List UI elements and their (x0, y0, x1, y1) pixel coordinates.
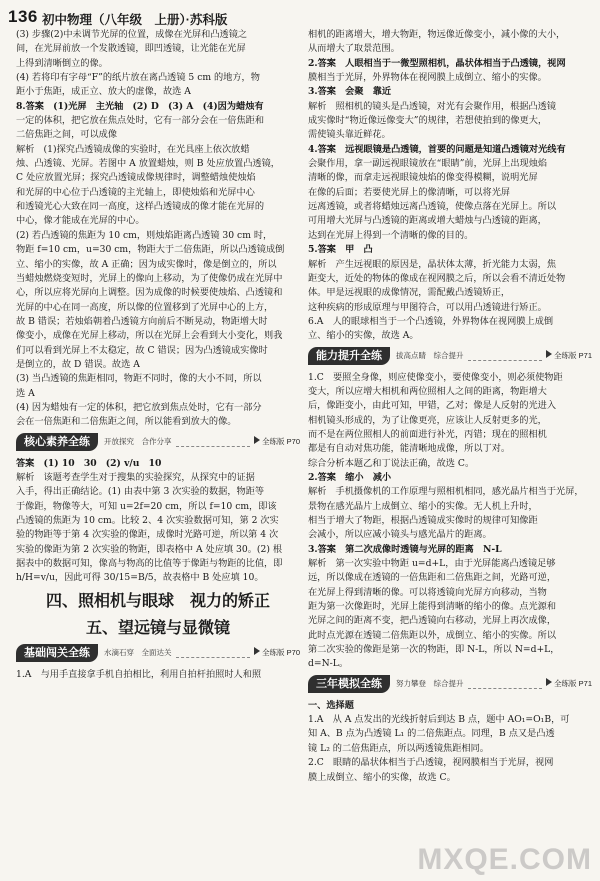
left-text-block-a (16, 28, 300, 430)
text-line: 3.答案 会聚 靠近 (308, 86, 392, 98)
text-line: 清晰的像，而拿走远视眼镜烛焰的像变得模糊，说明光屏 (308, 172, 538, 184)
text-line: 会减小，所以应减小镜头与感光晶片的距离。 (308, 529, 492, 541)
text-line: 于像距，物像等大，可知 u=2f=20 cm，所以 f=10 cm，即该 (16, 500, 277, 512)
badge-divider (176, 648, 251, 658)
text-line: 相机镜头形成的，为了让像更亮，应该让人反射更多的光， (308, 414, 547, 426)
text-line: 上得到清晰倒立的像。 (16, 57, 108, 69)
text-line: 心，所以应将光屏向上调整。因为成像的时候要使烛焰、凸透镜和 (16, 287, 283, 299)
text-line: 距小于焦距，成正立、放大的虚像，故选 A (16, 86, 191, 98)
text-line: 像变小，成像在光屏上移动，所以在光屏上会看到大小变化，则我 (16, 330, 283, 342)
left-column (16, 28, 300, 682)
text-line: 会聚作用，拿一副远视眼镜放在“眼睛”前，光屏上出现烛焰 (308, 158, 548, 170)
text-line: (4) 若将印有字母“F”的纸片放在离凸透镜 5 cm 的地方，物 (16, 72, 260, 84)
text-line: 1.C 要照全身像，则应使像变小，要使像变小，则必须使物距 (308, 371, 563, 383)
text-line: 光屏的中心在同一高度，所以像的位置移到了光屏中心的上方， (16, 301, 274, 313)
badge-subtitle: 开放探究 合作分享 (104, 436, 172, 446)
text-line: 和透镜光心大致在同一高度，这样凸透镜成的像才能在光屏的 (16, 201, 265, 213)
text-line: 解析 (1)探究凸透镜成像的实验时，在光具座上依次放蜡 (16, 143, 250, 155)
text-line: 2.C 眼睛的晶状体相当于凸透镜，视网膜相当于光屏，视网 (308, 757, 554, 769)
badge-subtitle: 水滴石穿 全面达关 (104, 648, 172, 658)
text-line: 远离透镜，或者将蜡烛远离凸透镜，使像点落在光屏上。所以 (308, 201, 557, 213)
text-line: 解析 该题考查学生对于搜集的实验探究，从探究中的证据 (16, 471, 255, 483)
text-line: 解析 第一次实验中物距 u=d+L，由于光屏能离凸透镜足够 (308, 558, 556, 570)
text-line: 实验的像距为第 2 次实验的物距，即表格中 A 处应填 30。(2) 根 (16, 543, 283, 555)
text-line: 而不是在两位照相人的前面进行补光，丙错；现在的照相机 (308, 428, 547, 440)
text-line: 1.A 从 A 点发出的光线折射后到达 B 点，题中 AO₁=O₁B，可 (308, 714, 570, 726)
text-line: 8.答案 (1)光屏 主光轴 (2) D (3) A (4)因为蜡烛有 (16, 100, 264, 112)
core-literacy-badge (16, 433, 300, 452)
text-line: 此时点光源在透镜二倍焦距以外，成倒立、缩小的实像。所以 (308, 629, 557, 641)
text-line: 5.答案 甲 凸 (308, 244, 373, 256)
text-line: 光屏之间的距离不变，把凸透镜向右移动，光屏上再次成像， (308, 615, 557, 627)
right-text-block-a (308, 28, 592, 344)
text-line: 在像的后面；若要使光屏上的像清晰，可以将光屏 (308, 186, 511, 198)
text-line: 立、缩小的实像，故选 A。 (308, 330, 419, 342)
badge-subtitle: 努力攀登 综合提升 (396, 679, 464, 689)
text-line: (2) 若凸透镜的焦距为 10 cm，则烛焰距离凸透镜 30 cm 时， (16, 229, 273, 241)
text-line: 间，在光屏前放一个发散透镜，即凹透镜，让光能在光屏 (16, 43, 246, 55)
text-line: 1.A 与用手直接拿手机自拍相比，利用自拍杆拍照时人和照 (16, 668, 262, 680)
text-line: 成实像时“物近像远像变大”的规律，若想使拍到的像更大， (308, 115, 548, 127)
text-line: 可用增大光屏与凸透镜的距离或增大蜡烛与凸透镜的距离， (308, 215, 547, 227)
badge-ref: 全练版 P70 (254, 646, 300, 660)
page-header (0, 0, 600, 30)
text-line: 一定的体积，把它放在焦点处时，它有一部分会在一倍焦距和 (16, 115, 265, 127)
basic-badge (16, 644, 300, 663)
badge-tag: 能力提升全练 (308, 347, 390, 365)
flag-icon (546, 678, 552, 686)
text-line: 相机的距离增大，增大物距，物远像近像变小，减小像的大小， (308, 29, 566, 40)
three-year-badge (308, 675, 592, 694)
text-line: 景物在感光晶片上成倒立、缩小的实像。无人机上升时， (308, 500, 538, 512)
left-text-block-c (16, 668, 300, 682)
text-line: 在光屏上得到清晰的像。可以将透镜向光屏方向移动，当物 (308, 586, 547, 598)
text-line: d=N-L。 (308, 658, 349, 670)
flag-icon (254, 436, 260, 444)
text-line: 膜上成倒立、缩小的实像，故选 C。 (308, 771, 456, 783)
text-line: 都是有自动对焦功能，能清晰地成像，所以丁对。 (308, 443, 511, 455)
badge-ref: 全练版 P70 (254, 435, 300, 449)
text-line: 故 B 错误；若烛焰朝着凸透镜方向前后不断晃动，物距增大时 (16, 315, 268, 327)
text-line: 相当于增大了物距，根据凸透镜成实像时的规律可知像距 (308, 515, 538, 526)
text-line: 答案 (1) 10 30 (2) v/u 10 (16, 457, 162, 469)
text-line: 解析 手机摄像机的工作原理与照相机相同，感光晶片相当于光屏， (308, 486, 584, 498)
page-number: 136 (8, 7, 38, 26)
flag-icon (546, 350, 552, 358)
text-line: 3.答案 第二次成像时透镜与光屏的距离 N-L (308, 543, 502, 555)
text-line: h/H=v/u，因此可得 30/15=B/5，故表格中 B 处应填 10。 (16, 572, 264, 584)
ability-badge (308, 347, 592, 366)
text-line: 这种疾病的形成原理与甲图符合，可以用凸透镜进行矫正。 (308, 301, 547, 313)
text-line: 中心，像才能成在光屏的中心。 (16, 215, 145, 227)
text-line: 选 A (16, 387, 35, 399)
text-line: 体。甲是远视眼的成像情况，需配戴凸透镜矫正， (308, 287, 511, 299)
badge-divider (176, 437, 251, 447)
text-line: 物距 f=10 cm，u=30 cm，物距大于二倍焦距，所以凸透镜成倒 (16, 244, 285, 256)
badge-divider (468, 351, 543, 361)
text-line: 镜 L₂ 的二倍焦距点，所以两透镜焦距相同。 (308, 742, 489, 754)
badge-tag: 三年模拟全练 (308, 675, 390, 693)
badge-tag: 核心素养全练 (16, 433, 98, 451)
badge-divider (468, 679, 543, 689)
text-line: 达到在光屏上得到一个清晰的像的目的。 (308, 229, 474, 241)
text-line: 们可以看到光屏上不太稳定，故 C 错误；因为凸透镜成实像时 (16, 344, 268, 356)
badge-ref: 全练版 P71 (546, 677, 592, 691)
text-line: 2.答案 缩小 减小 (308, 471, 392, 483)
left-text-block-b (16, 457, 300, 586)
text-line: 需使镜头靠近鲜花。 (308, 129, 391, 141)
badge-tag: 基础闯关全练 (16, 644, 98, 662)
right-text-block-c (308, 699, 592, 785)
text-line: 和光屏的中心位于凸透镜的主光轴上，即使烛焰和光屏中心 (16, 186, 255, 198)
text-line: (3) 步骤(2)中未调节光屏的位置，成像在光屏和凸透镜之 (16, 29, 248, 40)
text-line: C 处应放置光屏；探究凸透镜成像规律时，调整蜡烛使烛焰 (16, 172, 256, 184)
watermark: MXQE.COM (417, 843, 592, 876)
text-line: 综合分析本题乙和丁说法正确，故选 C。 (308, 457, 475, 469)
text-line: 后，像距变小，由此可知，甲错，乙对；像是人反射的光进入 (308, 400, 557, 412)
text-line: 远，所以像成在透镜的一倍焦距和二倍焦距之间，光路可逆， (308, 572, 557, 584)
text-line: 二倍焦距之间，可以成像 (16, 129, 118, 141)
text-line: 膜相当于光屏，外界物体在视网膜上成倒立、缩小的实像。 (308, 72, 547, 84)
text-line: 是倒立的，故 D 错误。故选 A (16, 358, 140, 370)
text-line: 距为第一次像距时，光屏上能得到清晰的缩小的像。点光源和 (308, 601, 557, 613)
right-column (308, 28, 592, 785)
text-line: 烛、凸透镜、光屏。若图中 A 放置蜡烛，则 B 处应放置凸透镜， (16, 158, 280, 170)
text-line: (3) 当凸透镜的焦距相同，物距不同时，像的大小不同，所以 (16, 373, 262, 385)
text-line: (4) 因为蜡烛有一定的体积，把它放到焦点处时，它有一部分 (16, 401, 262, 413)
text-line: 从而增大了取景范围。 (308, 43, 400, 55)
section-title-5: 五、望远镜与显微镜 (85, 619, 230, 637)
section-title-4: 四、照相机与眼球 视力的矫正 (45, 592, 270, 610)
text-line: 会在一倍焦距和二倍焦距之间，所以能看到放大的像。 (16, 416, 237, 428)
flag-icon (254, 647, 260, 655)
text-line: 入手，得出正确结论。(1) 由表中第 3 次实验的数据，物距等 (16, 486, 265, 498)
text-line: 立、缩小的实像，故 A 正确；因为成实像时，像是倒立的，所以 (16, 258, 277, 270)
text-line: 知 A、B 点为凸透镜 L₁ 的二倍焦距点。同理，B 点又是凸透 (308, 728, 555, 740)
text-line: 2.答案 人眼相当于一微型照相机，晶状体相当于凸透镜，视网 (308, 57, 566, 69)
text-line: 解析 产生远视眼的原因是，晶状体太薄，折光能力太弱，焦 (308, 258, 557, 270)
text-line: 当蜡烛燃烧变短时，光屏上的像向上移动，为了使像仍成在光屏中 (16, 272, 283, 284)
text-line: 解析 照相机的镜头是凸透镜，对光有会聚作用，根据凸透镜 (308, 100, 557, 112)
text-line: 一、选择题 (308, 699, 354, 711)
text-line: 第二次实验的像距是第一次的物距，即 N-L，所以 N=d+L， (308, 644, 560, 656)
book-title: 初中物理（八年级 上册）·苏科版 (42, 13, 228, 27)
badge-subtitle: 拔高点睛 综合提升 (396, 350, 464, 360)
right-text-block-b (308, 371, 592, 672)
text-line: 变大，所以应增大相机和两位照相人之间的距离，物距增大 (308, 385, 547, 397)
text-line: 验的物距等于第 4 次实验的像距，成像时光路可逆，所以第 4 次 (16, 529, 279, 541)
text-line: 4.答案 远视眼镜是凸透镜，首要的问题是知道凸透镜对光线有 (308, 143, 566, 155)
text-line: 凸透镜的焦距为 10 cm。比较 2、4 次实验数据可知，第 2 次实 (16, 515, 279, 526)
text-line: 据表中的数据可知，像高与物高的比值等于像距与物距的比值，即 (16, 558, 283, 570)
text-line: 6.A 人的眼球相当于一个凸透镜，外界物体在视网膜上成倒 (308, 315, 554, 327)
text-line: 距变大，近处的物体的像成在视网膜之后，所以会看不清近处物 (308, 272, 566, 284)
badge-ref: 全练版 P71 (546, 349, 592, 363)
